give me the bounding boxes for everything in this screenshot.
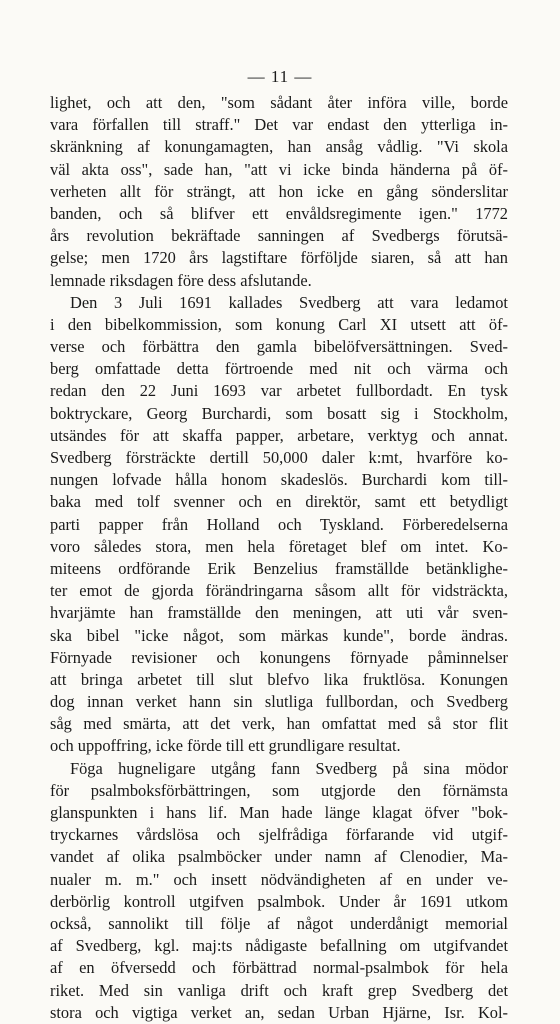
text-line: glanspunkten i hans lif. Man hade länge klagat öfver "bok- [50, 803, 508, 822]
text-line: Föga hugneligare utgång fann Svedberg på sina mödor [70, 758, 508, 778]
text-line: vandet af olika psalmböcker under namn af Clenodier, Ma- [50, 847, 508, 867]
text-line: års revolution bekräftade sanningen af Svedbergs förutsä- [50, 226, 508, 246]
text-line: väl akta oss", sade han, "att vi icke binda händerna på öf- [50, 159, 508, 179]
text-line: nualer m. m." och insett nödvändigheten af en under ve- [50, 869, 508, 889]
text-line: parti papper från Holland och Tyskland. Förberedelserna [50, 514, 508, 534]
text-line: Förnyade revisioner och konungens förnyade påminnelser [50, 647, 508, 667]
text-line: baka med tolf svenner och en direktör, samt ett betydligt [50, 492, 508, 512]
text-line: redan den 22 Juni 1693 var arbetet fullbordadt. En tysk [50, 381, 508, 401]
page-number: — 11 — [247, 67, 313, 86]
text-line: voro således stora, men hela företaget blef om intet. Ko- [50, 536, 508, 556]
text-line: skränkning af konungamagten, han ansåg vådlig. "Vi skola [50, 137, 508, 157]
text-line: för psalmboksförbättringen, som utgjorde den förnämsta [50, 780, 508, 800]
text-line: miteens ordförande Erik Benzelius framställde betänklighe- [50, 558, 508, 578]
text-line: lighet, och att den, "som sådant åter införa ville, borde [50, 93, 508, 112]
text-line: verse och förbättra den gamla bibelöfversättningen. Sved- [50, 337, 508, 357]
text-line: gelse; men 1720 års lagstiftare förföljde siaren, så att han [50, 248, 508, 268]
text-line: också, sannolikt till följe af något underdånigt memorial [50, 913, 508, 933]
text-line: och uppoffring, icke förde till ett grundligare resultat. [50, 736, 401, 756]
text-line: vara förfallen till straff." Det var endast den ytterliga in- [50, 115, 508, 135]
text-line: Den 3 Juli 1691 kallades Svedberg att vara ledamot [70, 292, 508, 312]
text-line: Svedberg försträckte dertill 50,000 daler k:mt, hvarföre ko- [50, 448, 508, 467]
text-line: derbörlig kontroll utgifven psalmbok. Under år 1691 utkom [50, 891, 508, 911]
text-line: lemnade riksdagen före dess afslutande. [50, 270, 312, 290]
text-line: stora och vigtiga verket an, sedan Urban Hjärne, Isr. Kol- [50, 1002, 508, 1022]
text-line: tryckarnes vårdslösa och sjelfrådiga förfarande vid utgif- [50, 825, 508, 845]
text-line: ska bibel "icke något, som märkas kunde", borde ändras. [50, 625, 508, 645]
text-line: ter emot de gjorda förändringarna såsom allt för vidsträckta, [50, 581, 508, 601]
text-line: berg omfattade detta förtroende med nit och värma och [50, 359, 508, 379]
text-line: nungen lofvade hålla honom skadeslös. Burchardi kom till- [50, 470, 508, 490]
text-line: boktryckare, Georg Burchardi, som bosatt sig i Stockholm, [50, 403, 508, 423]
text-line: hvarjämte han framställde den meningen, att uti vår sven- [50, 603, 508, 623]
text-line: verheten allt för strängt, att hon icke en gång sönderslitar [50, 181, 508, 201]
text-line: dog innan verket hann sin slutliga fullbordan, och Svedberg [50, 692, 508, 712]
text-line: banden, och så blifver ett envåldsregimente igen." 1772 [50, 203, 508, 223]
text-line: af en öfversedd och förbättrad normal-psalmbok för hela [50, 958, 508, 978]
text-line: att bringa arbetet till slut blefvo lika fruktlösa. Konungen [50, 669, 508, 689]
text-line: af Svedberg, kgl. maj:ts nådigaste befallning om utgifvandet [50, 936, 508, 956]
body-text [50, 92, 508, 1024]
text-line: såg med smärta, att det verk, han omfattat med så stor flit [50, 714, 508, 734]
text-line: i den bibelkommission, som konung Carl XI utsett att öf- [50, 314, 508, 334]
text-line: utsändes för att skaffa papper, arbetare, verktyg och annat. [50, 425, 508, 445]
text-line: riket. Med sin vanliga drift och kraft grep Svedberg det [50, 980, 508, 1000]
